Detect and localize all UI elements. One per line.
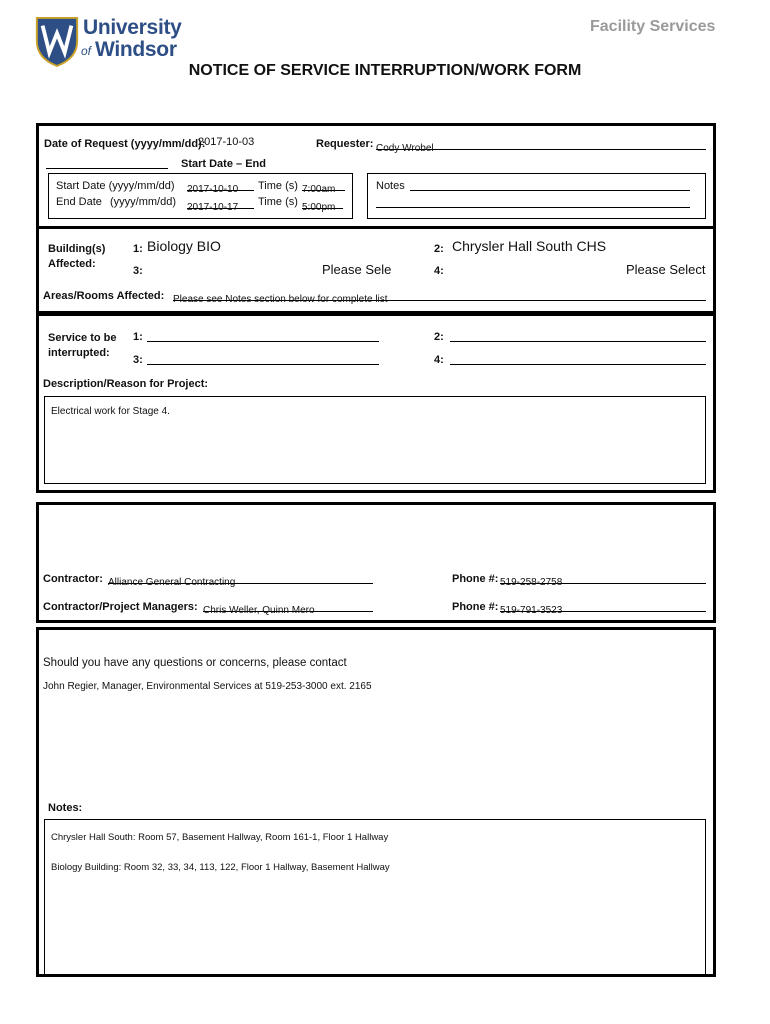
- contractor-field[interactable]: [108, 572, 373, 588]
- service-1-field[interactable]: [147, 330, 379, 342]
- end-date-value: 2017-10-17: [187, 202, 239, 213]
- pm-value: Chris Weller, Quinn Mero: [203, 605, 315, 616]
- building-2-select[interactable]: Chrysler Hall South CHS: [452, 238, 607, 254]
- requester-value: Cody Wrobel: [376, 143, 434, 154]
- description-label: Description/Reason for Project:: [43, 378, 209, 390]
- start-time-label: Time (s): [258, 180, 298, 192]
- department-name: Facility Services: [590, 18, 716, 35]
- service-4-number: 4:: [434, 354, 444, 366]
- end-time-value: 5:00pm: [302, 202, 336, 213]
- start-date-value: 2017-10-10: [187, 184, 239, 195]
- pm-label: Contractor/Project Managers:: [43, 601, 198, 613]
- date-of-request-value[interactable]: 2017-10-03: [198, 136, 255, 148]
- start-time-field[interactable]: [302, 179, 345, 195]
- pm-phone-label: Phone #:: [452, 601, 499, 613]
- contractor-label: Contractor:: [43, 573, 103, 585]
- building-3-number: 3:: [133, 265, 143, 277]
- service-2-number: 2:: [434, 331, 444, 343]
- buildings-label-1: Building(s): [48, 243, 106, 255]
- building-4-number: 4:: [434, 265, 444, 277]
- building-1-select[interactable]: Biology BIO: [147, 238, 221, 254]
- logo-of-text: of: [81, 44, 92, 58]
- areas-value: Please see Notes section below for complete list: [173, 294, 388, 305]
- start-date-field[interactable]: [187, 179, 254, 195]
- building-1-number: 1:: [133, 243, 143, 255]
- end-date-field[interactable]: [187, 197, 254, 213]
- requester-label: Requester:: [316, 138, 374, 150]
- service-label-1: Service to be: [48, 332, 117, 344]
- start-time-value: 7:00am: [302, 184, 336, 195]
- end-time-field[interactable]: [302, 197, 343, 213]
- requester-field[interactable]: [376, 138, 706, 154]
- service-label-2: interrupted:: [48, 347, 110, 359]
- contact-line-1: Should you have any questions or concerns, please contact: [43, 657, 347, 669]
- start-date-label: Start Date (yyyy/mm/dd): [56, 180, 175, 192]
- pm-field[interactable]: [203, 600, 373, 616]
- service-4-field[interactable]: [450, 353, 706, 365]
- service-3-field[interactable]: [147, 353, 379, 365]
- contractor-phone-field[interactable]: [500, 572, 706, 588]
- buildings-label-2: Affected:: [48, 258, 96, 270]
- contact-note-2: Biology Building: Room 32, 33, 34, 113, 122, Floor 1 Hallway, Basement Hallway: [51, 862, 390, 873]
- end-date-label: End Date: [56, 196, 102, 208]
- contractor-value: Alliance General Contracting: [108, 577, 236, 588]
- end-time-label: Time (s): [258, 196, 298, 208]
- contact-note-1: Chrysler Hall South: Room 57, Basement Hallway, Room 161-1, Floor 1 Hallway: [51, 832, 389, 843]
- start-end-underline: [46, 156, 168, 169]
- building-2-number: 2:: [434, 243, 444, 255]
- logo-windsor-text: Windsor: [95, 38, 177, 61]
- description-value: Electrical work for Stage 4.: [51, 406, 170, 417]
- notes-line-1[interactable]: [410, 179, 690, 191]
- form-title: NOTICE OF SERVICE INTERRUPTION/WORK FORM: [188, 62, 582, 79]
- contact-notes-label: Notes:: [48, 802, 83, 814]
- logo-university-text: University: [83, 16, 182, 39]
- areas-field[interactable]: [173, 289, 706, 305]
- areas-label: Areas/Rooms Affected:: [43, 290, 165, 302]
- pm-phone-value: 519-791-3523: [500, 605, 563, 616]
- service-3-number: 3:: [133, 354, 143, 366]
- building-3-select[interactable]: Please Sele: [322, 262, 392, 277]
- notes-label: Notes: [376, 180, 405, 192]
- service-1-number: 1:: [133, 331, 143, 343]
- contractor-phone-label: Phone #:: [452, 573, 499, 585]
- start-end-heading: Start Date – End: [181, 158, 266, 170]
- end-date-format: (yyyy/mm/dd): [110, 196, 176, 208]
- notes-line-2[interactable]: [376, 196, 690, 208]
- university-logo: [33, 14, 81, 68]
- pm-phone-field[interactable]: [500, 600, 706, 616]
- building-4-select[interactable]: Please Select: [626, 262, 706, 277]
- service-2-field[interactable]: [450, 330, 706, 342]
- contact-line-2: John Regier, Manager, Environmental Services at 519-253-3000 ext. 2165: [43, 681, 372, 692]
- date-of-request-label: Date of Request (yyyy/mm/dd):: [44, 138, 206, 150]
- contractor-phone-value: 519-258-2758: [500, 577, 563, 588]
